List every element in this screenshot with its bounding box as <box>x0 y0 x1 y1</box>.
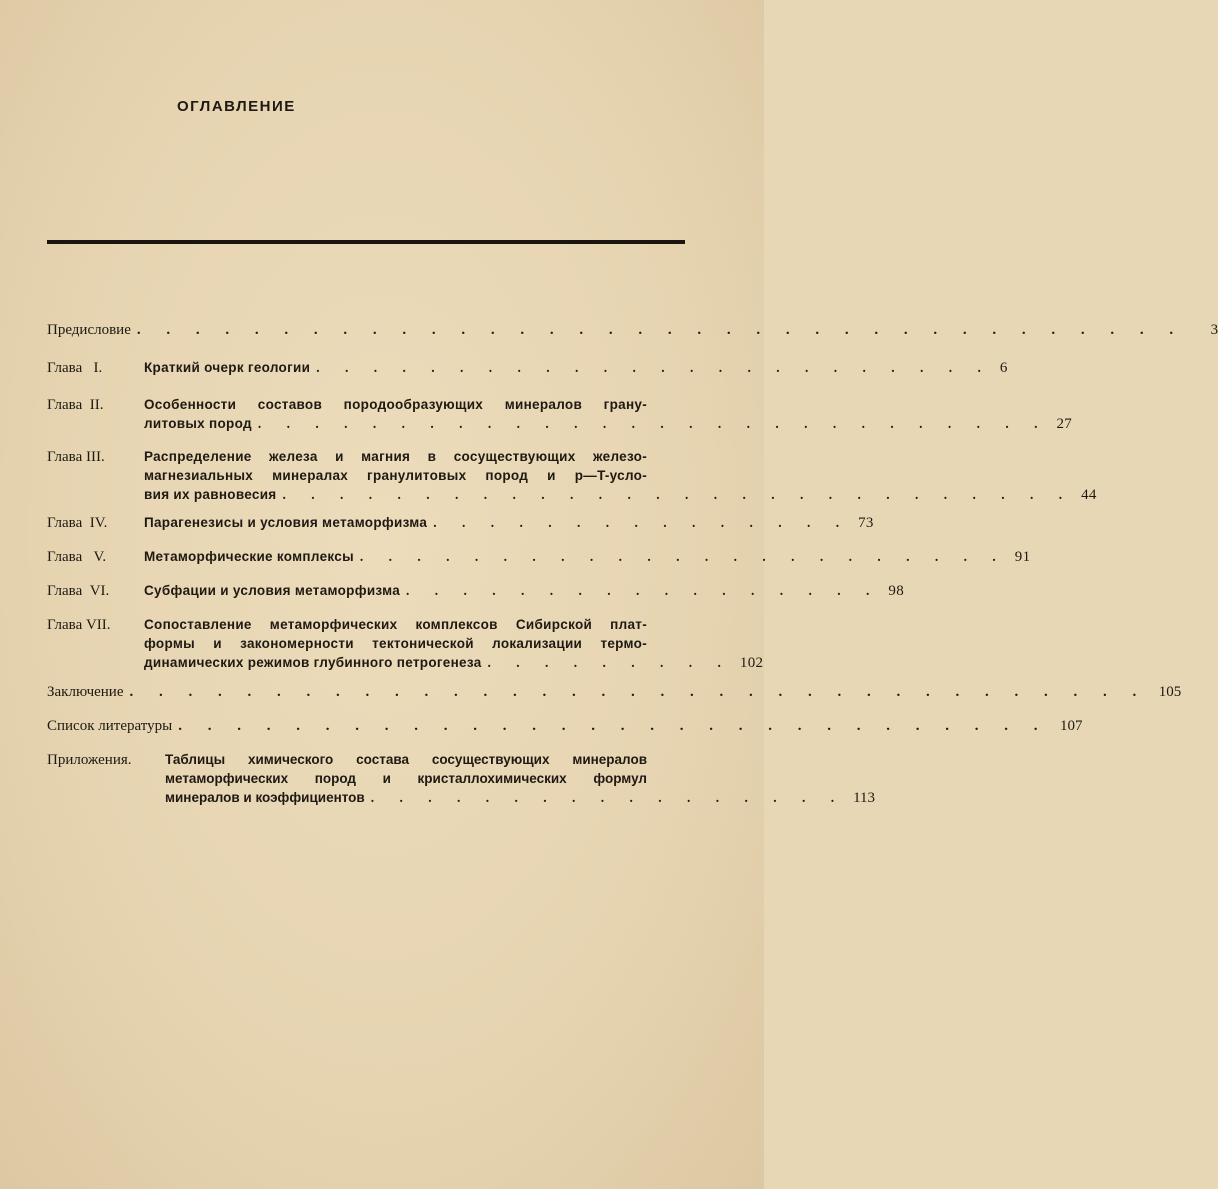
chapter-title-line: литовых пород <box>144 416 252 431</box>
page-number: 73 <box>858 515 874 531</box>
toc-entry-label: Список литературы <box>47 718 173 734</box>
page-number: 102 <box>739 655 764 671</box>
chapter-number: Глава I. <box>47 360 103 376</box>
page-number: 44 <box>1081 487 1097 503</box>
chapter-title-line: динамических режимов глубинного петрогенеза <box>144 655 482 670</box>
leader-dots: . . . . . . . . . . . . . . . . . . . . . . . . . . . . . . . . . . . <box>129 684 1148 700</box>
leader-dots: . . . . . . . . . . . . . . . . . . . . . . . <box>359 549 1007 564</box>
page-number: 6 <box>999 360 1008 376</box>
leader-dots: . . . . . . . . . . . . . . . <box>433 515 851 530</box>
toc-entry-references[interactable] <box>47 716 1083 736</box>
appendix-title-line: метаморфических пород и кристаллохимических формул <box>165 771 647 786</box>
page-number: 98 <box>888 583 904 599</box>
title-rule <box>47 240 685 244</box>
page-title: ОГЛАВЛЕНИЕ <box>177 98 296 115</box>
toc-entry-preface[interactable] <box>47 320 1218 340</box>
chapter-title-line: формы и закономерности тектонической локализации термо- <box>144 636 647 651</box>
toc-entry-label: Предисловие <box>47 322 131 338</box>
page-number: 91 <box>1014 549 1031 565</box>
page-number: 105 <box>1158 684 1182 700</box>
chapter-title-line: магнезиальных минералах гранулитовых пород и p—T-усло- <box>144 468 647 483</box>
chapter-number: Глава IV. <box>47 515 108 531</box>
chapter-title-line: Распределение железа и магния в сосуществующих железо- <box>144 449 647 464</box>
leader-dots: . . . . . . . . . . . . . . . . . <box>370 790 846 805</box>
appendix-title-line: минералов и коэффициентов <box>165 790 365 805</box>
chapter-number: Глава III. <box>47 449 105 465</box>
appendix-title-line: Таблицы химического состава сосуществующих минералов <box>165 752 647 767</box>
chapter-title-line: Субфации и условия метаморфизма <box>144 583 401 598</box>
chapter-title-line: Метаморфические комплексы <box>144 549 354 564</box>
leader-dots: . . . . . . . . . . . . . . . . . . . . . . . . . . . . . . . . . . . . <box>136 322 1185 338</box>
toc-entry-label: Заключение <box>47 684 124 700</box>
appendix-label: Приложения. <box>47 752 132 768</box>
leader-dots: . . . . . . . . . <box>487 655 732 670</box>
page-number: 107 <box>1059 718 1083 734</box>
toc-entry-conclusion[interactable] <box>47 682 1182 702</box>
chapter-title-line: Особенности составов породообразующих минералов грану- <box>144 397 647 412</box>
chapter-number: Глава VII. <box>47 617 111 633</box>
chapter-number: Глава II. <box>47 397 104 413</box>
leader-dots: . . . . . . . . . . . . . . . . . . . . . . . . . . . . <box>257 416 1049 431</box>
chapter-title-line: Сопоставление метаморфических комплексов Сибирской плат- <box>144 617 647 632</box>
leader-dots: . . . . . . . . . . . . . . . . . . . . . . . . . . . . . . <box>178 718 1049 734</box>
chapter-number: Глава V. <box>47 549 107 565</box>
chapter-title-line: Парагенезисы и условия метаморфизма <box>144 515 428 530</box>
chapter-title-line: Краткий очерк геологии <box>144 360 311 375</box>
chapter-title-line: вия их равновесия <box>144 487 277 502</box>
leader-dots: . . . . . . . . . . . . . . . . . <box>406 583 881 598</box>
page-number: 27 <box>1056 416 1073 432</box>
chapter-number: Глава VI. <box>47 583 110 599</box>
leader-dots: . . . . . . . . . . . . . . . . . . . . . . . . <box>316 360 992 375</box>
leader-dots: . . . . . . . . . . . . . . . . . . . . . . . . . . . . <box>282 487 1074 502</box>
page-number: 3 <box>1210 322 1218 338</box>
page-number: 113 <box>853 790 876 806</box>
